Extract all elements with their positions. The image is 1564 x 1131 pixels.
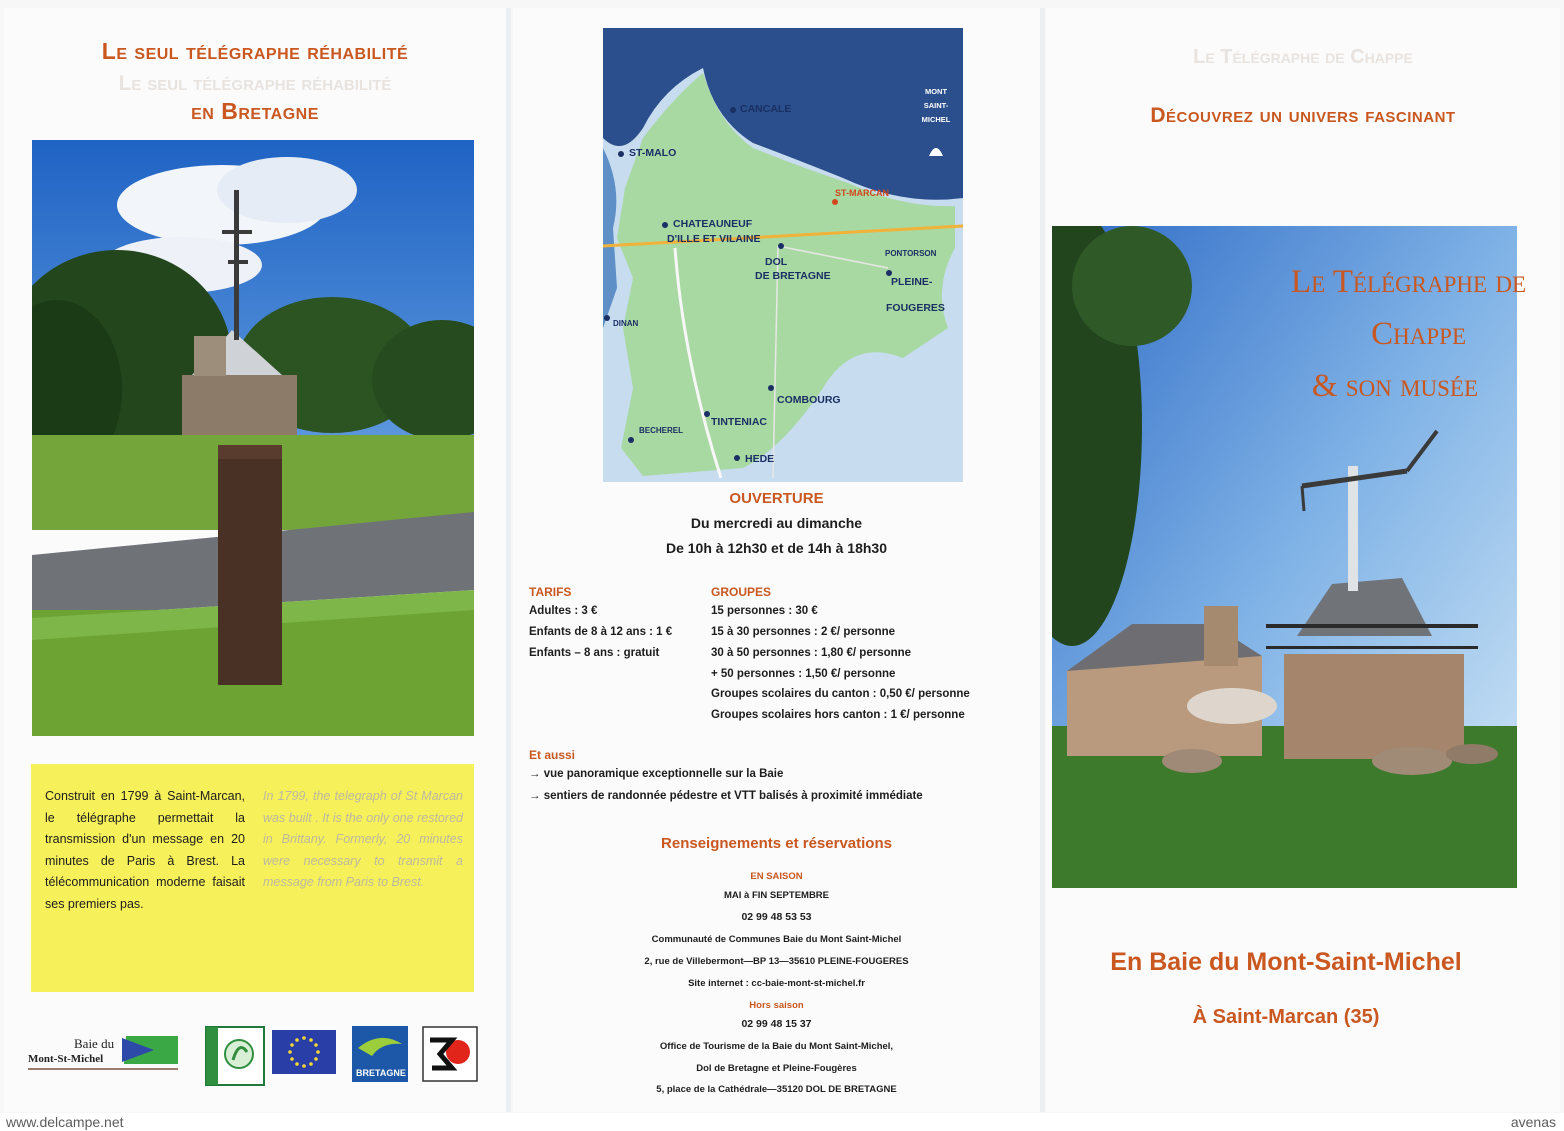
middle-panel [513,8,1040,1112]
logo4-label: BRETAGNE [356,1068,406,1078]
photo-title-line2: Chappe [1371,316,1466,352]
groupe-line: 15 à 30 personnes : 2 €/ personne [711,626,896,638]
office-line-2: Dol de Bretagne et Pleine-Fougères [696,1063,857,1074]
map-label-st-marcan: ST-MARCAN [835,188,889,198]
aussi-line: → vue panoramique exceptionnelle sur la Baie [529,768,784,780]
tarif-line: Enfants – 8 ans : gratuit [529,647,660,659]
fold-line-left [506,8,511,1112]
tarif-line: Enfants de 8 à 12 ans : 1 € [529,626,673,638]
map-mont-label-2: SAINT- [923,101,949,110]
groupe-line: Groupes scolaires hors canton : 1 €/ personne [711,709,965,721]
groupes-heading: GROUPES [711,585,772,599]
photo-title-block [1166,256,1526,412]
office-line-3: 5, place de la Cathédrale—35120 DOL DE BRETAGNE [656,1084,897,1095]
photo-title-line3: & son musée [1311,368,1478,404]
history-text-box [31,764,474,992]
footer-bar [0,1113,1564,1131]
eu-flag-logo [272,1030,336,1074]
footer-watermark-left: www.delcampe.net [6,1114,124,1130]
left-title-ghost: Le seul télégraphe réhabilité [118,72,392,95]
off-season-heading: Hors saison [749,1000,804,1011]
contact-org: Communauté de Communes Baie du Mont Saint-Michel [651,934,902,945]
office-line-1: Office de Tourisme de la Baie du Mont Saint-Michel, [659,1041,894,1052]
location-bay: En Baie du Mont-Saint-Michel [1110,948,1462,976]
baie-mont-st-michel-logo [26,1026,182,1076]
right-tagline: Découvrez un univers fascinant [1150,104,1456,127]
location-town: À Saint-Marcan (35) [1192,1006,1380,1028]
contact-title: Renseignements et réservations [661,835,892,852]
left-title-line2: en Bretagne [191,98,319,124]
region-map [603,28,963,482]
leader-logo [205,1026,265,1086]
logo1-top-text: Baie du [74,1036,115,1051]
season-period: MAI à FIN SEPTEMBRE [723,890,830,901]
map-label-becherel: BECHEREL [639,426,684,435]
telegraph-roadside-photo [32,140,474,736]
map-label-dinan: DINAN [613,319,639,328]
map-label-combourg: COMBOURG [777,394,841,406]
map-label-de-bretagne: DE BRETAGNE [755,270,831,282]
aussi-line: → sentiers de randonnée pédestre et VTT balisés à proximité immédiate [529,790,923,802]
tarifs-heading: TARIFS [529,585,572,599]
left-title-line1: Le seul télégraphe réhabilité [101,38,409,64]
map-label-ille-vilaine: D'ILLE ET VILAINE [667,233,761,245]
season-heading: EN SAISON [750,871,803,882]
left-panel [4,8,506,1112]
map-label-st-malo: ST-MALO [629,147,677,159]
map-label-pleine: PLEINE- [891,276,933,288]
contact-address: 2, rue de Villebermont—BP 13—35610 PLEINE-FOUGERES [644,956,909,967]
map-label-tinteniac: TINTENIAC [711,416,767,428]
opening-title: OUVERTURE [729,490,824,507]
off-season-phone: 02 99 48 15 37 [741,1018,812,1030]
map-label-hede: HEDE [745,453,775,465]
contact-site: Site internet : cc-baie-mont-st-michel.fr [688,978,865,989]
region-bretagne-logo [352,1026,408,1082]
logo1-main-text: Mont-St-Michel [28,1053,104,1065]
tarif-line: Adultes : 3 € [529,605,598,617]
map-label-fougeres: FOUGERES [886,302,945,314]
departement-logo [422,1026,478,1082]
footer-watermark-right: avenas [1510,1114,1556,1130]
right-tagline-ghost: Le Télégraphe de Chappe [1193,46,1413,68]
photo-title-line1: Le Télégraphe de [1290,264,1526,300]
opening-days: Du mercredi au dimanche [690,515,863,531]
season-phone: 02 99 48 53 53 [741,911,812,923]
map-label-chateauneuf: CHATEAUNEUF [673,218,753,230]
history-text-en: In 1799, the telegraph of St Marcan was built . It is the only one restored in Brittany. Formerly, 20 minutes were necessary to transmit a message from Paris to Brest. [263,789,463,889]
history-text-fr: Construit en 1799 à Saint-Marcan, le télégraphe permettait la transmission d'un message en 20 minutes de Paris à Brest. La télécommunication moderne faisait ses premiers pas. [45,789,245,911]
groupe-line: Groupes scolaires du canton : 0,50 €/ personne [711,688,970,700]
map-label-pontorson: PONTORSON [885,249,937,258]
opening-hours: De 10h à 12h30 et de 14h à 18h30 [665,540,887,556]
map-label-dol: DOL [765,256,788,268]
fold-line-right [1040,8,1045,1112]
map-label-cancale: CANCALE [740,103,792,115]
groupe-line: + 50 personnes : 1,50 €/ personne [711,668,896,680]
right-panel [1046,8,1560,1112]
map-mont-label-1: MONT [924,87,948,96]
groupe-line: 15 personnes : 30 € [711,605,818,617]
groupe-line: 30 à 50 personnes : 1,80 €/ personne [711,647,912,659]
map-mont-label-3: MICHEL [921,115,951,124]
aussi-heading: Et aussi [529,748,576,762]
